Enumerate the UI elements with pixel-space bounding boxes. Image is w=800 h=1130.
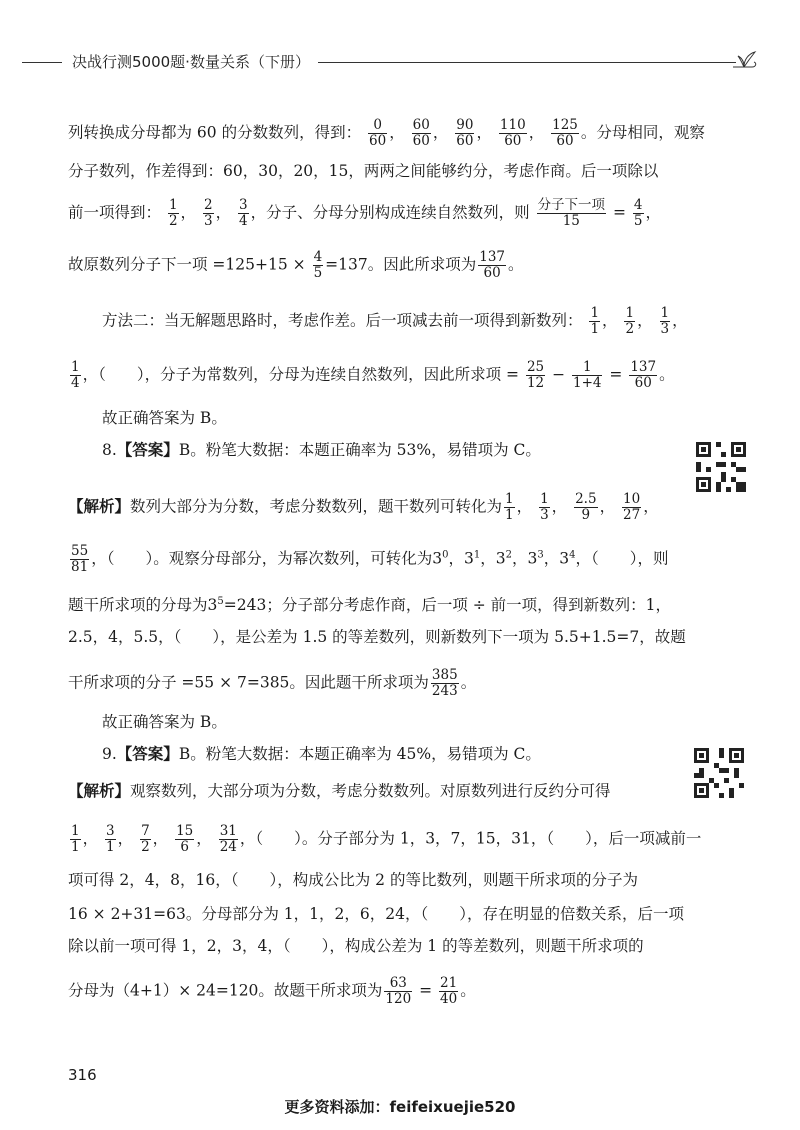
q8-analysis-line-5: 干所求项的分子 =55 × 7=385。因此题干所求项为 $\frac{385}{243}$ 。 bbox=[68, 667, 477, 699]
fraction: $\frac{1}{1}$ bbox=[505, 491, 514, 523]
book-title: 决战行测5000题·数量关系（下册） bbox=[72, 53, 310, 71]
page-number: 316 bbox=[68, 1066, 97, 1084]
fraction: $\frac{63}{120}$ bbox=[385, 975, 412, 1007]
fraction: $\frac{3}{4}$ bbox=[239, 197, 248, 229]
p2-line-1: 方法二：当无解题思路时，考虑作差。后一项减去前一项得到新数列： $\frac{1}{1}$ ， $\frac{1}{2}$ ， $\frac{1}{3}$ ， bbox=[102, 305, 688, 337]
q8-conclusion: 故正确答案为 B。 bbox=[102, 713, 227, 731]
fraction: $\frac{60}{60}$ bbox=[412, 117, 430, 149]
fraction: $\frac{21}{40}$ bbox=[440, 975, 458, 1007]
q8-answer: 8.【答案】B。粉笔大数据：本题正确率为 53%，易错项为 C。 bbox=[102, 440, 541, 459]
p1-line-3: 前一项得到： $\frac{1}{2}$ ， $\frac{2}{3}$ ， $\frac{3}{4}$ ，分子、分母分别构成连续自然数列，则 $\frac{\text{分子下一项}}{15}$ = $\frac{4}{5}$ ， bbox=[68, 197, 662, 229]
p1-line-4: 故原数列分子下一项 =125+15 × $\frac{4}{5}$ =137。因此所求项为 $\frac{137}{60}$ 。 bbox=[68, 249, 524, 281]
fraction: $\frac{3}{1}$ bbox=[106, 823, 115, 855]
fraction: $\frac{90}{60}$ bbox=[456, 117, 474, 149]
fraction: $\frac{4}{5}$ bbox=[633, 197, 643, 229]
q8-analysis-line-1: 【解析】数列大部分为分数，考虑分数数列，题干数列可转化为 $\frac{1}{1}$ ， $\frac{1}{3}$ ， $\frac{2.5}{9}$ ， $\frac{10}{27}$ ， bbox=[68, 491, 659, 523]
q9-analysis-line-6: 分母为（4+1）× 24=120。故题干所求项为 $\frac{63}{120}$ = $\frac{21}{40}$ 。 bbox=[68, 975, 476, 1007]
q9-analysis-line-4: 16 × 2+31=63。分母部分为 1，1，2，6，24，（ ），存在明显的倍数关系，后一项 bbox=[68, 905, 684, 923]
sprout-icon bbox=[730, 46, 760, 76]
q9-analysis-line-2: $\frac{1}{1}$ ， $\frac{3}{1}$ ， $\frac{7}{2}$ ， $\frac{15}{6}$ ， $\frac{31}{24}$ ，（ ）。分子部分为 1，3，7，15，31，（ ），后一项减前一 bbox=[71, 823, 702, 855]
q9-analysis-line-3: 项可得 2，4，8，16，（ ），构成公比为 2 的等比数列，则题干所求项的分子为 bbox=[68, 871, 638, 889]
qr-code-icon bbox=[694, 748, 744, 798]
fraction: $\frac{137}{60}$ bbox=[630, 359, 657, 391]
fraction: $\frac{137}{60}$ bbox=[479, 249, 506, 281]
footer-note: 更多资料添加：feifeixuejie520 bbox=[284, 1098, 516, 1116]
header-rule-right bbox=[318, 62, 736, 63]
fraction: $\frac{\text{分子下一项}}{15}$ bbox=[537, 197, 606, 229]
fraction: $\frac{7}{2}$ bbox=[141, 823, 150, 855]
fraction: $\frac{1}{1}$ bbox=[590, 305, 600, 337]
fraction: $\frac{0}{60}$ bbox=[369, 117, 387, 149]
q9-answer: 9.【答案】B。粉笔大数据：本题正确率为 45%，易错项为 C。 bbox=[102, 744, 541, 763]
q8-analysis-line-4: 2.5，4，5.5，（ ），是公差为 1.5 的等差数列，则新数列下一项为 5.5+1.5=7，故题 bbox=[68, 628, 686, 646]
fraction: $\frac{110}{60}$ bbox=[499, 117, 526, 149]
fraction: $\frac{1}{2}$ bbox=[168, 197, 178, 229]
p1-line-2: 分子数列，作差得到：60，30，20，15，两两之间能够约分，考虑作商。后一项除以 bbox=[68, 162, 659, 180]
p2-line-2: $\frac{1}{4}$ ，（ ），分子为常数列，分母为连续自然数列，因此所求项 = $\frac{25}{12}$ − $\frac{1}{1+4}$ = $\frac{137}{60}$ 。 bbox=[71, 359, 675, 391]
fraction: $\frac{1}{3}$ bbox=[540, 491, 549, 523]
q9-analysis-line-5: 除以前一项可得 1，2，3，4，（ ），构成公差为 1 的等差数列，则题干所求项的 bbox=[68, 937, 644, 955]
p1-line-1: 列转换成分母都为 60 的分数数列，得到： $\frac{0}{60}$ ， $\frac{60}{60}$ ， $\frac{90}{60}$ ， $\frac{110}{60}$ ， $\frac{125}{60}$ 。分母相同，观察 bbox=[68, 117, 705, 149]
fraction: $\frac{1}{1}$ bbox=[71, 823, 80, 855]
page-header bbox=[0, 46, 800, 76]
fraction: $\frac{1}{1+4}$ bbox=[572, 359, 602, 391]
fraction: $\frac{1}{2}$ bbox=[625, 305, 635, 337]
fraction: $\frac{1}{3}$ bbox=[660, 305, 670, 337]
fraction: $\frac{2.5}{9}$ bbox=[575, 491, 597, 523]
qr-code-icon bbox=[696, 442, 746, 492]
fraction: $\frac{25}{12}$ bbox=[526, 359, 545, 391]
fraction: $\frac{1}{4}$ bbox=[71, 359, 80, 391]
q8-analysis-line-2: $\frac{55}{81}$ ，（ ）。观察分母部分，为幂次数列，可转化为$3^0$，$3^1$，$3^2$，$3^3$，$3^4$，（ ），则 bbox=[71, 543, 669, 575]
fraction: $\frac{55}{81}$ bbox=[71, 543, 89, 575]
fraction: $\frac{10}{27}$ bbox=[623, 491, 641, 523]
fraction: $\frac{2}{3}$ bbox=[203, 197, 213, 229]
header-rule-left bbox=[22, 62, 62, 63]
p2-conclusion: 故正确答案为 B。 bbox=[102, 409, 227, 427]
fraction: $\frac{125}{60}$ bbox=[552, 117, 578, 149]
q9-analysis-line-1: 【解析】观察数列，大部分项为分数，考虑分数数列。对原数列进行反约分可得 bbox=[68, 781, 611, 800]
fraction: $\frac{4}{5}$ bbox=[313, 249, 323, 281]
q8-analysis-line-3: 题干所求项的分母为$3^5=243$；分子部分考虑作商，后一项 ÷ 前一项，得到新数列：1， bbox=[68, 596, 672, 615]
fraction: $\frac{31}{24}$ bbox=[219, 823, 237, 855]
fraction: $\frac{385}{243}$ bbox=[431, 667, 458, 699]
fraction: $\frac{15}{6}$ bbox=[176, 823, 194, 855]
